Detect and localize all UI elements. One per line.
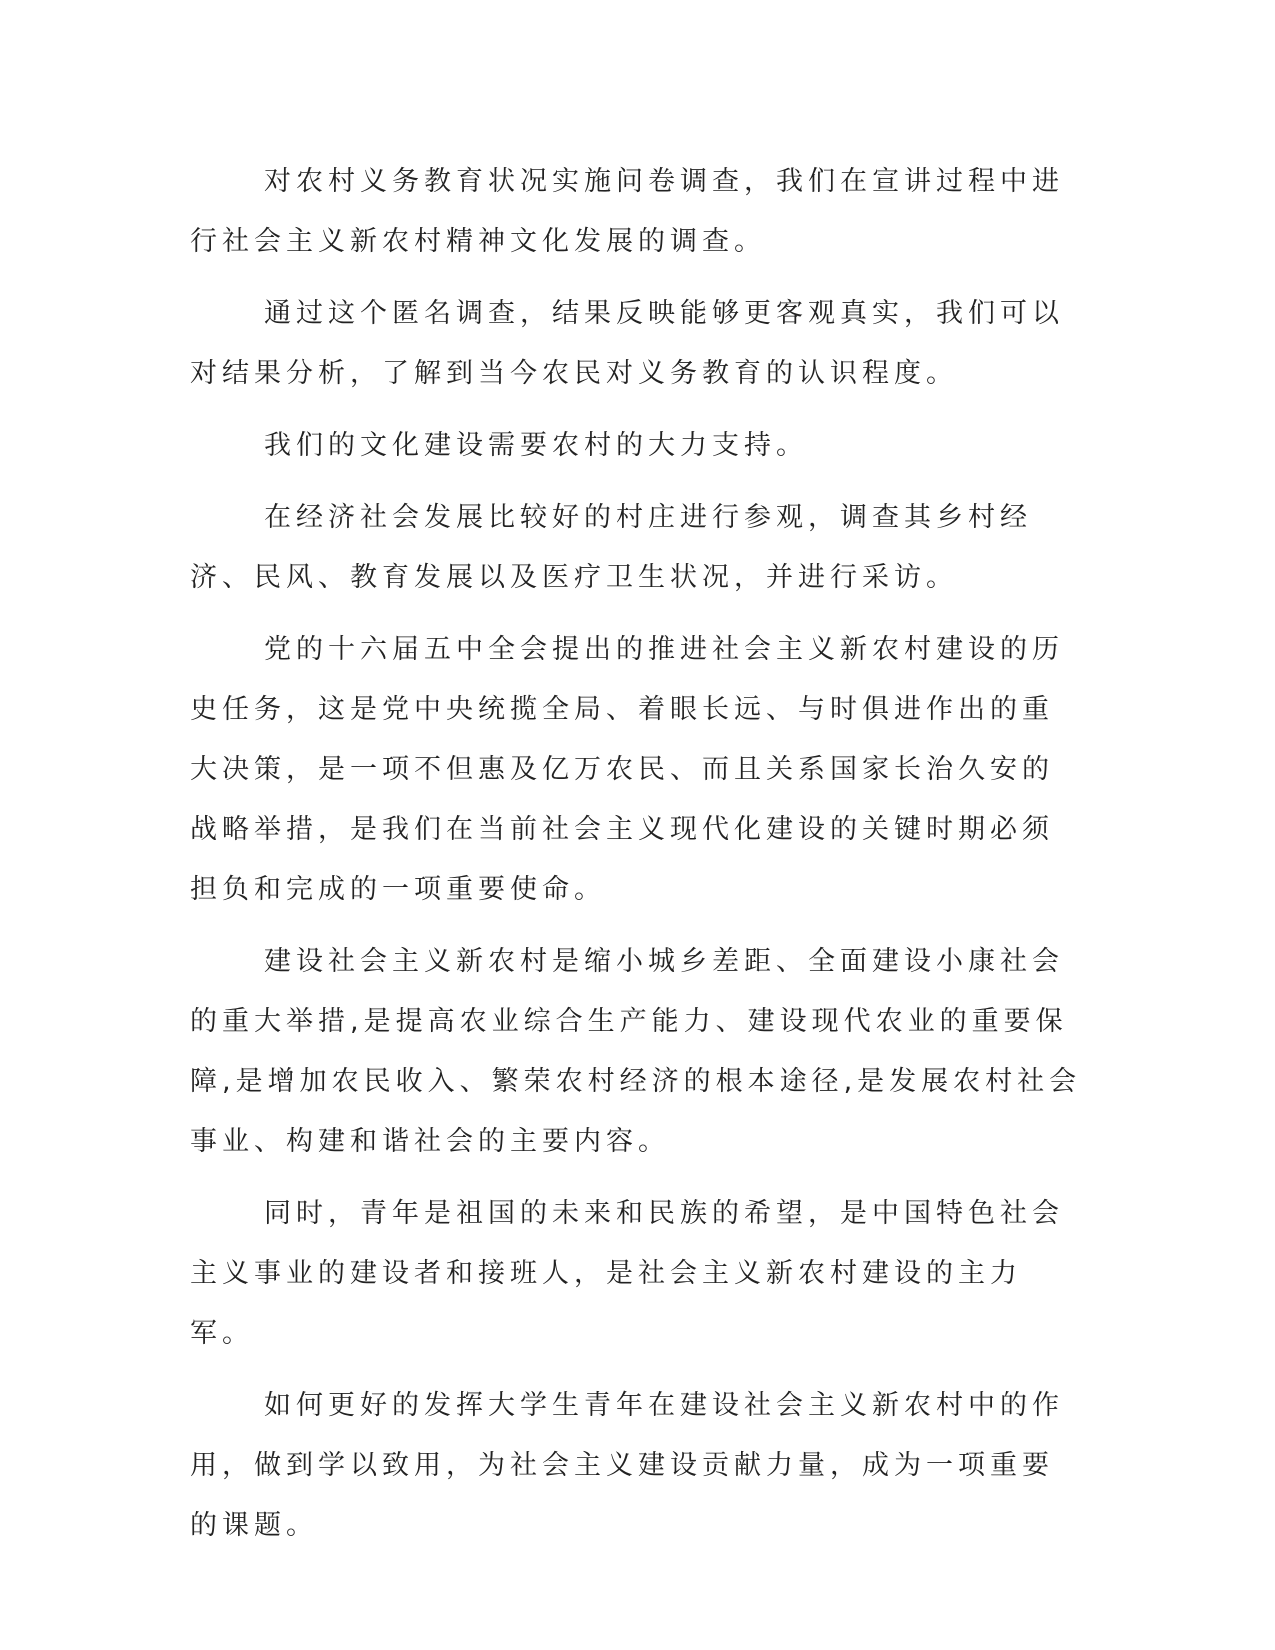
paragraph-8: 如何更好的发挥大学生青年在建设社会主义新农村中的作用，做到学以致用，为社会主义建设贡献力量，成为一项重要的课题。: [190, 1390, 1064, 1541]
paragraph-6: 建设社会主义新农村是缩小城乡差距、全面建设小康社会的重大举措,是提高农业综合生产能力、建设现代农业的重要保障,是增加农民收入、繁荣农村经济的根本途径,是发展农村社会事业、构建和谐社会的主要内容。: [190, 946, 1082, 1157]
paragraph-7: 同时，青年是祖国的未来和民族的希望，是中国特色社会主义事业的建设者和接班人，是社会主义新农村建设的主力军。: [190, 1198, 1064, 1349]
paragraph-3: 我们的文化建设需要农村的大力支持。: [264, 430, 808, 461]
paragraph-2: 通过这个匿名调查，结果反映能够更客观真实，我们可以对结果分析，了解到当今农民对义务教育的认识程度。: [190, 298, 1064, 389]
paragraph-5: 党的十六届五中全会提出的推进社会主义新农村建设的历史任务，这是党中央统揽全局、着眼长远、与时俱进作出的重大决策，是一项不但惠及亿万农民、而且关系国家长治久安的战略举措，是我们在当前社会主义现代化建设的关键时期必须担负和完成的一项重要使命。: [190, 634, 1064, 905]
paragraph-4: 在经济社会发展比较好的村庄进行参观，调查其乡村经济、民风、教育发展以及医疗卫生状况，并进行采访。: [190, 502, 1032, 593]
paragraph-1: 对农村义务教育状况实施问卷调查，我们在宣讲过程中进行社会主义新农村精神文化发展的调查。: [190, 166, 1064, 257]
